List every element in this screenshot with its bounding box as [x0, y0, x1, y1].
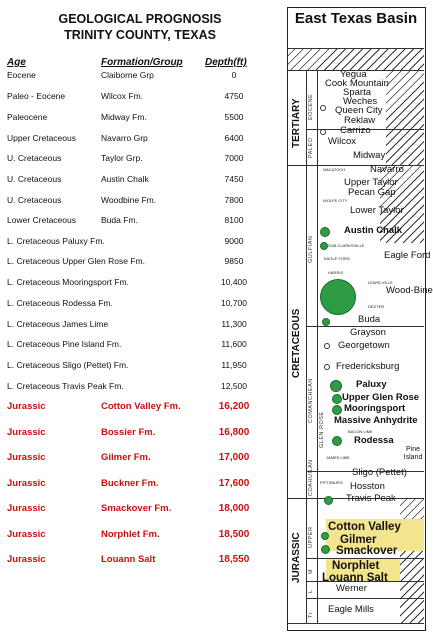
row-depth: 7800 [224, 195, 244, 205]
row-depth: 12,500 [221, 381, 247, 391]
fm-smackover: Smackover [336, 545, 398, 557]
fm-yegua: Yegua [340, 69, 367, 80]
row-formation: Woodbine Fm. [101, 195, 157, 205]
table-row [0, 70, 285, 84]
fm-lower-taylor: Lower Taylor [350, 205, 404, 216]
sub-paleo: PALEO [308, 137, 314, 158]
fm-pine-island: Pine Island [403, 446, 423, 461]
fm-buda: Buda [358, 314, 381, 325]
oil-field-dot [332, 394, 342, 404]
fm-hosston: Hosston [350, 481, 385, 492]
row-depth: 8100 [224, 215, 244, 225]
table-row [0, 133, 285, 147]
table-row [0, 298, 285, 312]
oil-field-dot [332, 405, 342, 415]
row-age: Jurassic [7, 401, 46, 412]
prognosis-location: TRINITY COUNTY, TEXAS [64, 28, 216, 42]
oil-field-dot [322, 318, 330, 326]
table-row [0, 236, 285, 250]
lbl-sub-clarksville: SUB-CLARKSVILLE [328, 243, 365, 248]
fm-queen-city: Queen City [335, 105, 383, 116]
table-row [0, 360, 285, 374]
row-depth: 11,950 [221, 360, 247, 370]
fm-gilmer: Gilmer [340, 534, 377, 546]
row-depth: 10,700 [221, 298, 247, 308]
header-age: Age [7, 57, 26, 68]
fm-carrizo: Carrizo [340, 125, 371, 136]
sub-comanchean: COMANCHEAN [308, 378, 314, 423]
row-formation: Austin Chalk [101, 174, 149, 184]
table-row [0, 174, 285, 188]
row-age: L. Cretaceous Paluxy Fm. [7, 236, 105, 246]
row-depth: 18,550 [218, 554, 250, 565]
fm-louann-salt: Louann Salt [322, 572, 388, 584]
table-row [0, 381, 285, 395]
fm-cook-mountain: Cook Mountain [325, 78, 389, 89]
row-formation: Claiborne Grp [101, 70, 154, 80]
basin-title: East Texas Basin [294, 10, 418, 27]
fm-eagle-ford: Eagle Ford [384, 250, 431, 261]
row-formation: Buckner Fm. [101, 477, 159, 489]
top-hatch [288, 48, 424, 70]
fm-sparta: Sparta [343, 87, 371, 98]
jurassic-row [0, 554, 285, 568]
sub-tr: Tr [308, 612, 314, 618]
row-age: L. Cretaceous Upper Glen Rose Fm. [7, 256, 145, 266]
row-age: L. Cretaceous Sligo (Pettet) Fm. [7, 360, 129, 370]
oil-field-dot [320, 242, 328, 250]
sub-upper: UPPER [308, 526, 314, 548]
row-depth: 18,000 [218, 503, 250, 514]
fm-midway: Midway [353, 150, 386, 161]
fm-cotton-valley: Cotton Valley [328, 521, 401, 533]
fm-sligo: Sligo (Pettet) [352, 467, 407, 478]
row-age: Jurassic [7, 452, 46, 463]
oil-field-dot [324, 496, 333, 505]
row-age: L. Cretaceous Pine Island Fm. [7, 339, 122, 349]
row-depth: 18,500 [218, 528, 250, 540]
fm-upper-taylor: Upper Taylor [344, 177, 398, 188]
fm-georgetown: Georgetown [338, 340, 390, 351]
jurassic-hatch [400, 498, 424, 623]
lbl-bacon-lime: BACON LIME [348, 429, 373, 434]
row-depth: 11,300 [221, 319, 247, 329]
row-age: Paleocene [7, 112, 48, 122]
table-row [0, 153, 285, 167]
row-depth: 7000 [224, 153, 244, 163]
table-row [0, 91, 285, 105]
row-formation: Midway Fm. [101, 112, 147, 122]
table-row [0, 339, 285, 353]
fm-eagle-mills: Eagle Mills [328, 604, 374, 615]
prognosis-title: GEOLOGICAL PROGNOSIS [58, 12, 222, 26]
jurassic-row [0, 427, 285, 441]
fm-woodbine: Wood-Bine [386, 285, 433, 296]
row-age: L. Cretaceous Travis Peak Fm. [7, 381, 124, 391]
sub-gulfian: GULFIAN [308, 235, 314, 263]
table-row [0, 277, 285, 291]
sub-coahuilan: COAHUILAN [308, 459, 314, 496]
row-formation: Cotton Valley Fm. [101, 401, 181, 412]
oil-field-dot [320, 227, 330, 237]
woodbine-field-dot [320, 279, 356, 315]
tertiary-hatch [386, 70, 424, 165]
header-depth: Depth(ft) [205, 57, 247, 68]
fm-wilcox: Wilcox [328, 136, 356, 147]
row-formation: Louann Salt [101, 554, 156, 565]
era-jurassic: JURASSIC [291, 532, 302, 583]
row-depth: 9850 [224, 256, 244, 266]
lbl-dexter: DEXTER [368, 304, 385, 309]
row-age: Eocene [7, 70, 36, 80]
row-age: L. Cretaceous James Lime [7, 319, 109, 329]
fm-norphlet: Norphlet [332, 560, 380, 572]
oil-field-dot [330, 380, 342, 392]
oil-field-dot [321, 545, 330, 554]
oil-field-dot [321, 532, 329, 540]
row-age: Paleo - Eocene [7, 91, 66, 101]
oil-show-dot [320, 105, 326, 111]
table-row [0, 215, 285, 229]
table-row [0, 195, 285, 209]
sub-l: L [308, 589, 314, 593]
row-age: Jurassic [7, 528, 46, 540]
row-depth: 0 [231, 70, 237, 80]
jurassic-row [0, 529, 285, 543]
row-formation: Norphlet Fm. [101, 528, 160, 540]
row-depth: 9000 [224, 236, 244, 246]
table-row [0, 319, 285, 333]
row-age: L. Cretaceous Mooringsport Fm. [7, 277, 129, 287]
row-depth: 11,600 [221, 339, 247, 349]
sub-m: M [308, 568, 314, 574]
row-age: U. Cretaceous [7, 153, 62, 163]
east-texas-stratigraphic-column [287, 7, 433, 631]
row-age: L. Cretaceous Rodessa Fm. [7, 298, 113, 308]
row-depth: 6400 [224, 133, 244, 143]
jurassic-row [0, 503, 285, 517]
row-age: U. Cretaceous [7, 174, 62, 184]
oil-show-dot [324, 343, 330, 349]
era-cretaceous: CRETACEOUS [291, 308, 302, 378]
row-age: Jurassic [7, 554, 46, 565]
row-depth: 16,200 [218, 401, 250, 412]
lbl-harris: HARRIS [328, 270, 344, 275]
fm-massive-anhydrite: Massive Anhydrite [334, 415, 418, 426]
row-age: Lower Cretaceous [7, 215, 76, 225]
table-row [0, 112, 285, 126]
row-formation: Smackover Fm. [101, 503, 172, 514]
row-age: Jurassic [7, 426, 46, 438]
row-formation: Navarro Grp [101, 133, 148, 143]
fm-pecan-gap: Pecan Gap [348, 187, 396, 198]
lbl-james-lime: JAMES LIME [326, 455, 350, 460]
lbl-nacatoch: NACATOCH [323, 167, 346, 172]
era-tertiary: TERTIARY [291, 98, 302, 148]
row-formation: Bossier Fm. [101, 426, 156, 438]
fm-navarro: Navarro [370, 164, 404, 175]
table-row [0, 256, 285, 270]
sub-eocene: EOCENE [308, 93, 314, 120]
jurassic-row [0, 478, 285, 492]
fm-werner: Werner [336, 583, 367, 594]
row-depth: 5500 [224, 112, 244, 122]
fm-mooringsport: Mooringsport [344, 403, 406, 414]
fm-travis-peak: Travis Peak [346, 493, 396, 504]
lbl-eagle-ford: EAGLE FORD [324, 256, 350, 261]
fm-fredericksburg: Fredericksburg [336, 361, 400, 372]
row-depth: 16,800 [218, 426, 250, 438]
fm-weches: Weches [343, 96, 378, 107]
oil-show-dot [324, 364, 330, 370]
row-depth: 4750 [224, 91, 244, 101]
row-depth: 17,000 [218, 452, 250, 463]
row-depth: 10,400 [221, 277, 247, 287]
row-depth: 17,600 [218, 477, 250, 489]
lbl-wolfe-city: WOLFE CITY [323, 198, 348, 203]
oil-field-dot [332, 436, 342, 446]
fm-reklaw: Reklaw [344, 115, 376, 126]
lbl-lewisville: LEWIS-VILLE [368, 280, 393, 285]
row-formation: Taylor Grp. [101, 153, 143, 163]
sub-glen-rose: GLEN ROSE [319, 411, 325, 448]
fm-upper-glen-rose: Upper Glen Rose [342, 392, 420, 403]
row-depth: 7450 [224, 174, 244, 184]
oil-show-dot [320, 129, 326, 135]
fm-austin-chalk: Austin Chalk [344, 225, 403, 236]
row-age: Jurassic [7, 503, 46, 514]
fm-paluxy: Paluxy [356, 379, 387, 390]
header-formation: Formation/Group [101, 57, 183, 68]
row-formation: Buda Fm. [101, 215, 138, 225]
fm-grayson: Grayson [350, 327, 386, 338]
jurassic-row [0, 401, 285, 415]
row-age: Jurassic [7, 477, 46, 489]
row-formation: Gilmer Fm. [101, 452, 151, 463]
lbl-pittsburg: PITTSBURG [320, 480, 343, 485]
fm-rodessa: Rodessa [354, 435, 394, 446]
row-formation: Wilcox Fm. [101, 91, 144, 101]
jurassic-row [0, 452, 285, 466]
row-age: Upper Cretaceous [7, 133, 76, 143]
row-age: U. Cretaceous [7, 195, 62, 205]
